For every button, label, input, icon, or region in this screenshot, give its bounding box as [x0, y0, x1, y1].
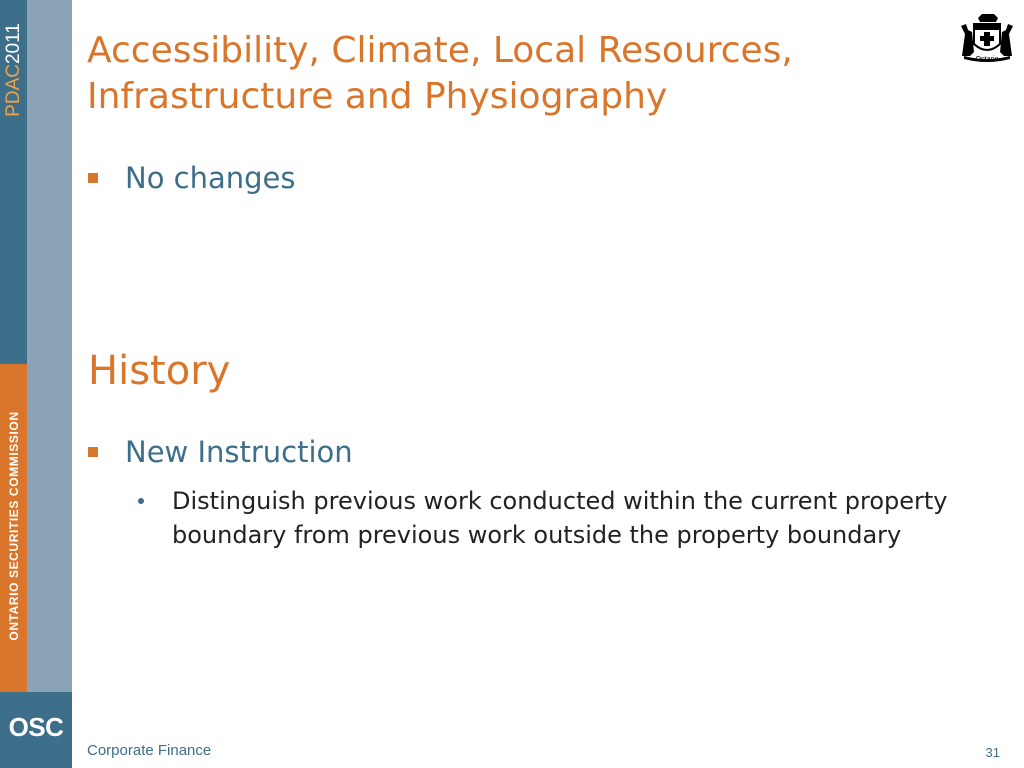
osc-logo-text: OSC: [8, 712, 64, 742]
square-bullet-icon: [88, 447, 98, 457]
footer-section-label: Corporate Finance: [87, 742, 212, 759]
bullet-item: [88, 434, 353, 470]
pdac-brand-prefix: PDAC: [3, 64, 24, 117]
bullet-item: [88, 160, 296, 196]
pdac-brand: [3, 23, 25, 117]
round-bullet-icon: [138, 498, 144, 504]
pdac-brand-year: 2011: [3, 23, 24, 65]
section-title: History: [88, 348, 231, 394]
commission-name: ONTARIO SECURITIES COMMISSION: [7, 411, 21, 641]
square-bullet-icon: [88, 173, 98, 183]
sidebar-light-bar: [27, 0, 72, 768]
sub-bullet-text: Distinguish previous work conducted within the current property boundary from previous work outside the property boundary: [172, 487, 948, 549]
slide-title: Accessibility, Climate, Local Resources, Infrastructure and Physiography: [87, 30, 793, 117]
ontario-logo-label: Ontario: [975, 56, 999, 63]
page-number: 31: [985, 745, 1000, 760]
sub-bullet-item: [138, 484, 958, 552]
bullet-text: No changes: [125, 161, 296, 195]
bullet-text: New Instruction: [125, 435, 353, 469]
